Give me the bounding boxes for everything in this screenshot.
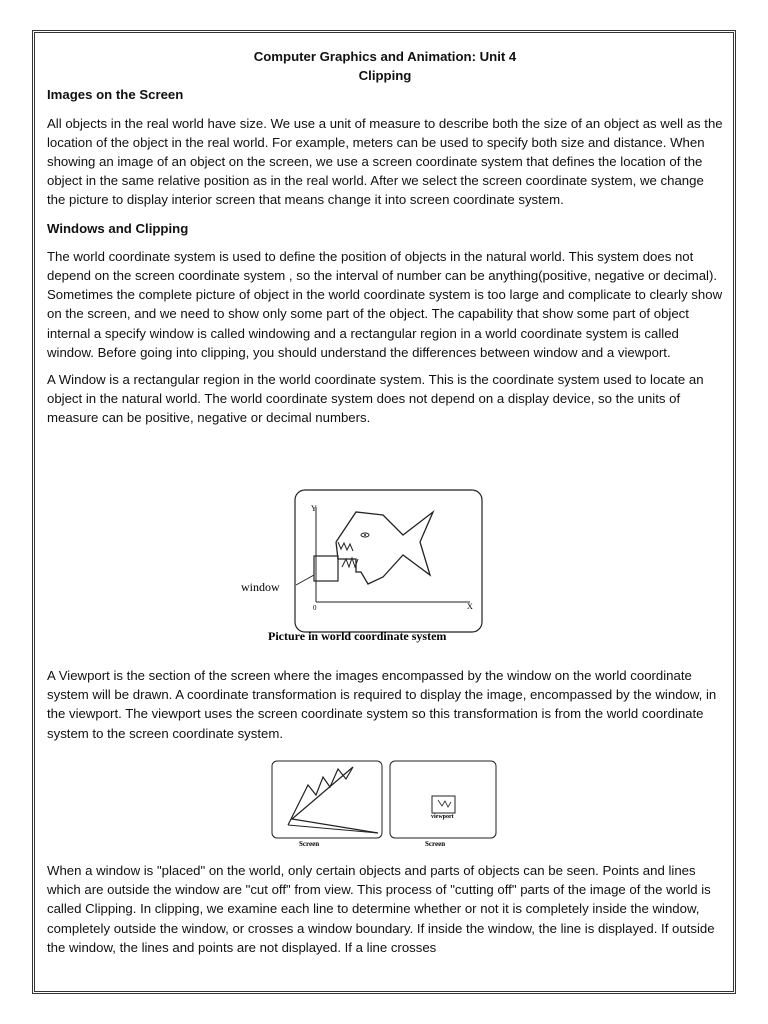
document-subtitle: Clipping bbox=[358, 68, 412, 84]
heading-windows-and-clipping: Windows and Clipping bbox=[47, 220, 189, 236]
origin-label: 0 bbox=[313, 604, 317, 612]
window-rectangle bbox=[314, 556, 338, 581]
left-screen-label: Screen bbox=[299, 840, 320, 848]
clipping-section bbox=[47, 861, 723, 957]
document-body bbox=[47, 47, 723, 428]
paragraph-images-on-screen: All objects in the real world have size. We use a unit of measure to describe both the size of an object as well as the location of the object in the real world. For example, meters can be used to specify both size and distance. When showing an image of an object on the screen, we use a screen coordinate system that defines the location of the object in the same relative position as in the real world. After we select the screen coordinate system, we change the picture to display interior screen that means change it into screen coordinate system. bbox=[47, 115, 723, 208]
figure1-caption: Picture in world coordinate system bbox=[268, 629, 447, 643]
viewport-section bbox=[47, 666, 723, 743]
figure-window-viewport bbox=[268, 757, 500, 849]
screen-right-frame bbox=[390, 761, 496, 838]
viewport-label: viewport bbox=[431, 814, 454, 820]
right-screen-label: Screen bbox=[425, 840, 446, 848]
fish-outline bbox=[336, 512, 433, 584]
clipped-teeth bbox=[288, 767, 378, 833]
viewport-rectangle bbox=[432, 796, 455, 813]
x-axis-label: X bbox=[467, 602, 473, 611]
paragraph-world-coordinate: The world coordinate system is used to define the position of objects in the natural world. This system does not depend on the screen coordinate system , so the interval of number can be anything(positive, negative or decimal). Sometimes the complete picture of object in the world coordinate system is too large and complicate to clearly show on the screen, and we need to show only some part of the object. The capability that show some part of object internal a specify window is called windowing and a rectangular region in a world coordinate system is called window. Before going into clipping, you should understand the differences between window and a viewport. bbox=[47, 248, 723, 360]
y-axis-label: Y bbox=[311, 504, 317, 513]
heading-images-on-screen: Images on the Screen bbox=[47, 87, 184, 103]
window-label: window bbox=[241, 580, 280, 594]
screen-left-frame bbox=[272, 761, 382, 838]
paragraph-window-definition: A Window is a rectangular region in the world coordinate system. This is the coordinate system used to locate an object in the natural world. The world coordinate system does not depend on a display device, so the units of measure can be positive, negative or decimal numbers. bbox=[47, 372, 704, 426]
figure-world-coordinate bbox=[238, 487, 528, 647]
paragraph-viewport: A Viewport is the section of the screen where the images encompassed by the window on the world coordinate system will be drawn. A coordinate transformation is required to display the image, encompassed by the window, in the viewport. The viewport uses the screen coordinate system so this transformation is from the world coordinate system to the screen coordinate system. bbox=[47, 668, 717, 741]
paragraph-clipping: When a window is "placed" on the world, only certain objects and parts of objects can be seen. Points and lines which are outside the window are "cut off" from view. This process of "cutting off" parts of the image of the world is called Clipping. In clipping, we examine each line to determine whether or not it is completely inside the window, completely outside the window, or crosses a window boundary. If inside the window, the line is displayed. If outside the window, the lines and points are not displayed. If a line crosses bbox=[47, 863, 715, 955]
figure-frame bbox=[295, 490, 482, 632]
document-title: Computer Graphics and Animation: Unit 4 bbox=[253, 49, 517, 64]
